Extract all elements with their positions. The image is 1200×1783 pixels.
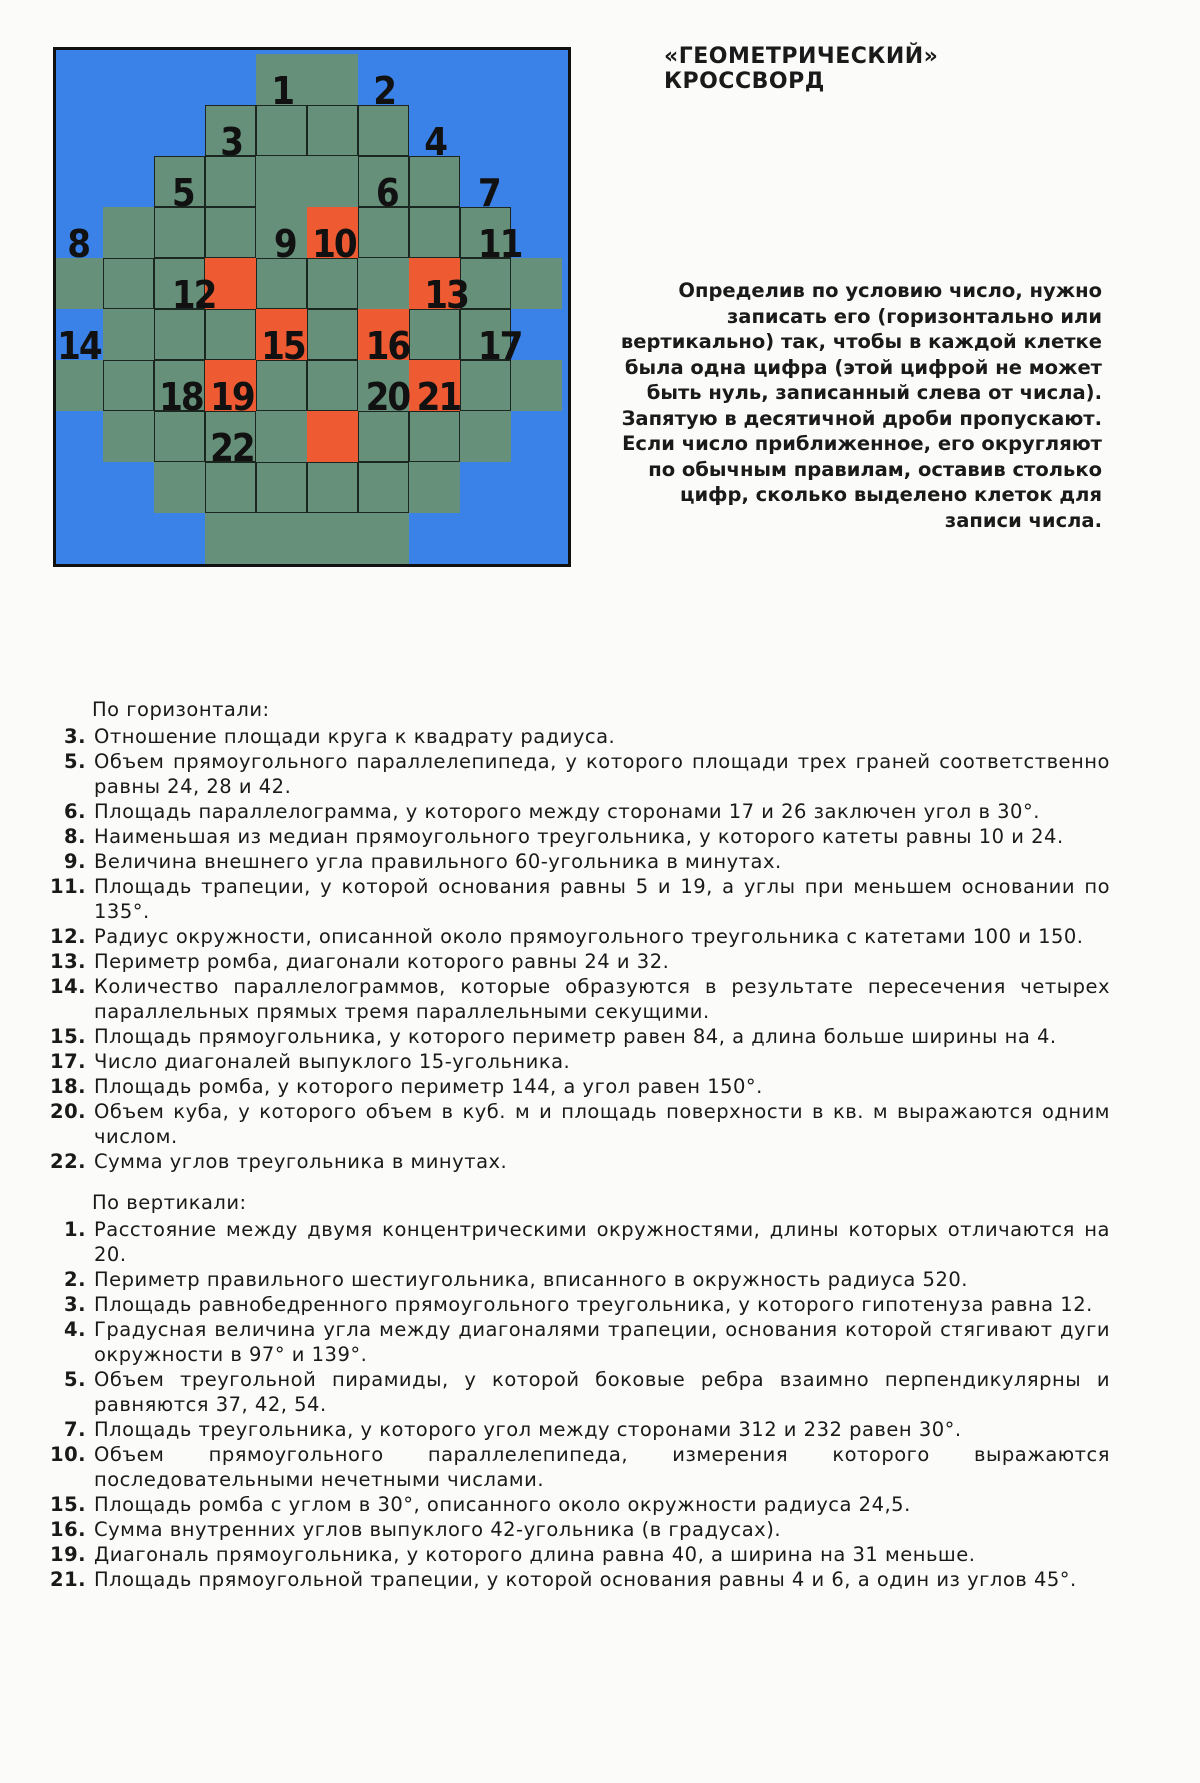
grid-cell [409, 462, 460, 513]
clue-text: Периметр ромба, диагонали которого равны 24 и 32. [94, 950, 670, 973]
clue-number: 13. [50, 950, 87, 973]
clue-item [50, 949, 1110, 974]
clue-item [50, 1517, 1110, 1542]
clue-number: 9. [64, 850, 86, 873]
clue-item [50, 1567, 1110, 1592]
grid-number: 6 [375, 170, 398, 215]
clue-item [50, 849, 1110, 874]
grid-number: 1 [271, 68, 294, 113]
grid-number: 7 [477, 170, 500, 215]
grid-cell [409, 207, 460, 258]
clue-number: 20. [50, 1100, 87, 1123]
grid-number: 18 [159, 374, 203, 419]
grid-number: 12 [171, 272, 216, 317]
clue-number: 6. [64, 800, 86, 823]
clue-number: 12. [50, 925, 87, 948]
grid-cell [103, 207, 154, 258]
clue-item [50, 799, 1110, 824]
grid-number: 13 [424, 272, 468, 317]
grid-cell [307, 156, 358, 207]
horizontal-heading: По горизонтали: [92, 698, 270, 721]
clue-text: Объем треугольной пирамиды, у которой боковые ребра взаимно перпендикулярны и равняются 37, 42, 54. [94, 1368, 1110, 1416]
clue-number: 18. [50, 1075, 87, 1098]
crossword-grid [53, 47, 571, 567]
clue-item [50, 1149, 1110, 1174]
grid-number: 9 [273, 221, 296, 266]
clue-item [50, 1099, 1110, 1149]
grid-number: 20 [365, 374, 410, 419]
clue-item [50, 1024, 1110, 1049]
clue-item [50, 974, 1110, 1024]
grid-number: 19 [210, 374, 254, 419]
clue-item [50, 1492, 1110, 1517]
grid-cell [103, 309, 154, 360]
grid-number: 3 [220, 119, 243, 164]
clue-number: 5. [64, 1368, 86, 1391]
clue-number: 11. [50, 875, 87, 898]
grid-cell [256, 513, 307, 564]
clue-number: 19. [50, 1543, 87, 1566]
clue-item [50, 1542, 1110, 1567]
grid-cell [358, 513, 409, 564]
clues-section [50, 697, 1110, 1592]
clue-text: Площадь параллелограмма, у которого между сторонами 17 и 26 заключен угол в 30°. [94, 800, 1040, 823]
grid-cell [358, 258, 409, 309]
grid-cell [154, 462, 205, 513]
grid-cell [307, 513, 358, 564]
vertical-heading: По вертикали: [92, 1191, 247, 1214]
clue-number: 21. [50, 1568, 87, 1591]
grid-number: 10 [312, 221, 356, 266]
grid-cell [103, 360, 154, 411]
clue-number: 14. [50, 975, 87, 998]
clue-item [50, 1367, 1110, 1417]
instructions-text: Определив по условию число, нужно записать его (горизонтально или вертикально) так, чтобы в каждой клетке была одна цифра (этой цифрой не может быть нуль, записанный слева от числа). Запятую в десятичной дроби пропускают. Если число приближенное, его округляют по обычным правилам, оставив столько цифр, сколько выделено клеток для записи числа. [620, 279, 1102, 532]
grid-cell [103, 411, 154, 462]
grid-cell [307, 54, 358, 105]
clue-text: Площадь ромба с углом в 30°, описанного около окружности радиуса 24,5. [94, 1493, 911, 1516]
clue-text: Наименьшая из медиан прямоугольного треугольника, у которого катеты равны 10 и 24. [94, 825, 1064, 848]
grid-cell [307, 360, 358, 411]
grid-cell [358, 462, 409, 513]
grid-number: 16 [365, 323, 410, 368]
clue-text: Число диагоналей выпуклого 15-угольника. [94, 1050, 571, 1073]
clue-number: 7. [64, 1418, 86, 1441]
grid-number: 15 [261, 323, 305, 368]
clue-text: Площадь прямоугольной трапеции, у которой основания равны 4 и 6, а один из углов 45°. [94, 1568, 1077, 1591]
clue-item [50, 1217, 1110, 1267]
clue-number: 5. [64, 750, 86, 773]
clue-item [50, 1292, 1110, 1317]
grid-number: 8 [67, 221, 90, 266]
grid-cell [205, 513, 256, 564]
grid-cell [307, 309, 358, 360]
clue-item [50, 724, 1110, 749]
clue-text: Количество параллелограммов, которые образуются в результате пересечения четырех параллельных прямых тремя параллельными секущими. [94, 975, 1110, 1023]
clue-number: 3. [64, 1293, 86, 1316]
clue-item [50, 749, 1110, 799]
clue-text: Объем прямоугольного параллелепипеда, измерения которого выражаются последовательными нечетными числами. [94, 1443, 1110, 1491]
clue-item [50, 824, 1110, 849]
clue-text: Площадь ромба, у которого периметр 144, а угол равен 150°. [94, 1075, 763, 1098]
clue-text: Объем прямоугольного параллелепипеда, у которого площади трех граней соответственно равны 24, 28 и 42. [94, 750, 1110, 798]
clue-item [50, 1417, 1110, 1442]
clue-number: 15. [50, 1493, 87, 1516]
grid-number: 2 [373, 68, 396, 113]
grid-number: 14 [57, 323, 101, 368]
clue-number: 10. [50, 1443, 87, 1466]
horizontal-clue-list [50, 724, 1110, 1174]
clue-item [50, 924, 1110, 949]
grid-cell [256, 462, 307, 513]
clue-text: Площадь равнобедренного прямоугольного треугольника, у которого гипотенуза равна 12. [94, 1293, 1093, 1316]
grid-number: 4 [424, 119, 447, 164]
grid-cell [256, 156, 307, 207]
clue-text: Величина внешнего угла правильного 60-угольника в минутах. [94, 850, 782, 873]
page-title: «ГЕОМЕТРИЧЕСКИЙ» КРОССВОРД [664, 44, 939, 94]
clue-item [50, 1074, 1110, 1099]
clue-text: Объем куба, у которого объем в куб. м и площадь поверхности в кв. м выражаются одним числом. [94, 1100, 1110, 1148]
grid-number: 22 [210, 425, 254, 470]
clue-text: Сумма внутренних углов выпуклого 42-угольника (в градусах). [94, 1518, 782, 1541]
vertical-clue-list [50, 1217, 1110, 1592]
clue-number: 1. [64, 1218, 86, 1241]
clue-text: Площадь трапеции, у которой основания равны 5 и 19, а углы при меньшем основании по 135°. [94, 875, 1110, 923]
clue-text: Сумма углов треугольника в минутах. [94, 1150, 508, 1173]
grid-number: 5 [171, 170, 194, 215]
highlight-cell [307, 411, 358, 462]
clue-item [50, 874, 1110, 924]
clue-text: Расстояние между двумя концентрическими окружностями, длины которых отличаются на 20. [94, 1218, 1110, 1266]
grid-number: 17 [477, 323, 522, 368]
clue-text: Отношение площади круга к квадрату радиуса. [94, 725, 616, 748]
clue-number: 2. [64, 1268, 86, 1291]
clue-text: Площадь прямоугольника, у которого периметр равен 84, а длина больше ширины на 4. [94, 1025, 1057, 1048]
clue-item [50, 1317, 1110, 1367]
clue-text: Градусная величина угла между диагоналями трапеции, основания которой стягивают дуги окружности в 97° и 139°. [94, 1318, 1110, 1366]
clue-text: Радиус окружности, описанной около прямоугольного треугольника с катетами 100 и 150. [94, 925, 1084, 948]
grid-number: 21 [416, 374, 461, 419]
clue-item [50, 1049, 1110, 1074]
clue-number: 3. [64, 725, 86, 748]
grid-cell [256, 411, 307, 462]
clue-item [50, 1442, 1110, 1492]
clue-item [50, 1267, 1110, 1292]
clue-text: Диагональ прямоугольника, у которого длина равна 40, а ширина на 31 меньше. [94, 1543, 976, 1566]
clue-number: 16. [50, 1518, 87, 1541]
grid-cell [307, 462, 358, 513]
grid-cell [307, 105, 358, 156]
clue-number: 4. [64, 1318, 86, 1341]
grid-cell [205, 207, 256, 258]
clue-number: 8. [64, 825, 86, 848]
clue-text: Периметр правильного шестиугольника, вписанного в окружность радиуса 520. [94, 1268, 968, 1291]
clue-number: 17. [50, 1050, 87, 1073]
grid-cell [460, 411, 511, 462]
clue-number: 22. [50, 1150, 87, 1173]
grid-number: 11 [477, 221, 522, 266]
clue-number: 15. [50, 1025, 87, 1048]
clue-text: Площадь треугольника, у которого угол между сторонами 312 и 232 равен 30°. [94, 1418, 962, 1441]
grid-cell [103, 258, 154, 309]
